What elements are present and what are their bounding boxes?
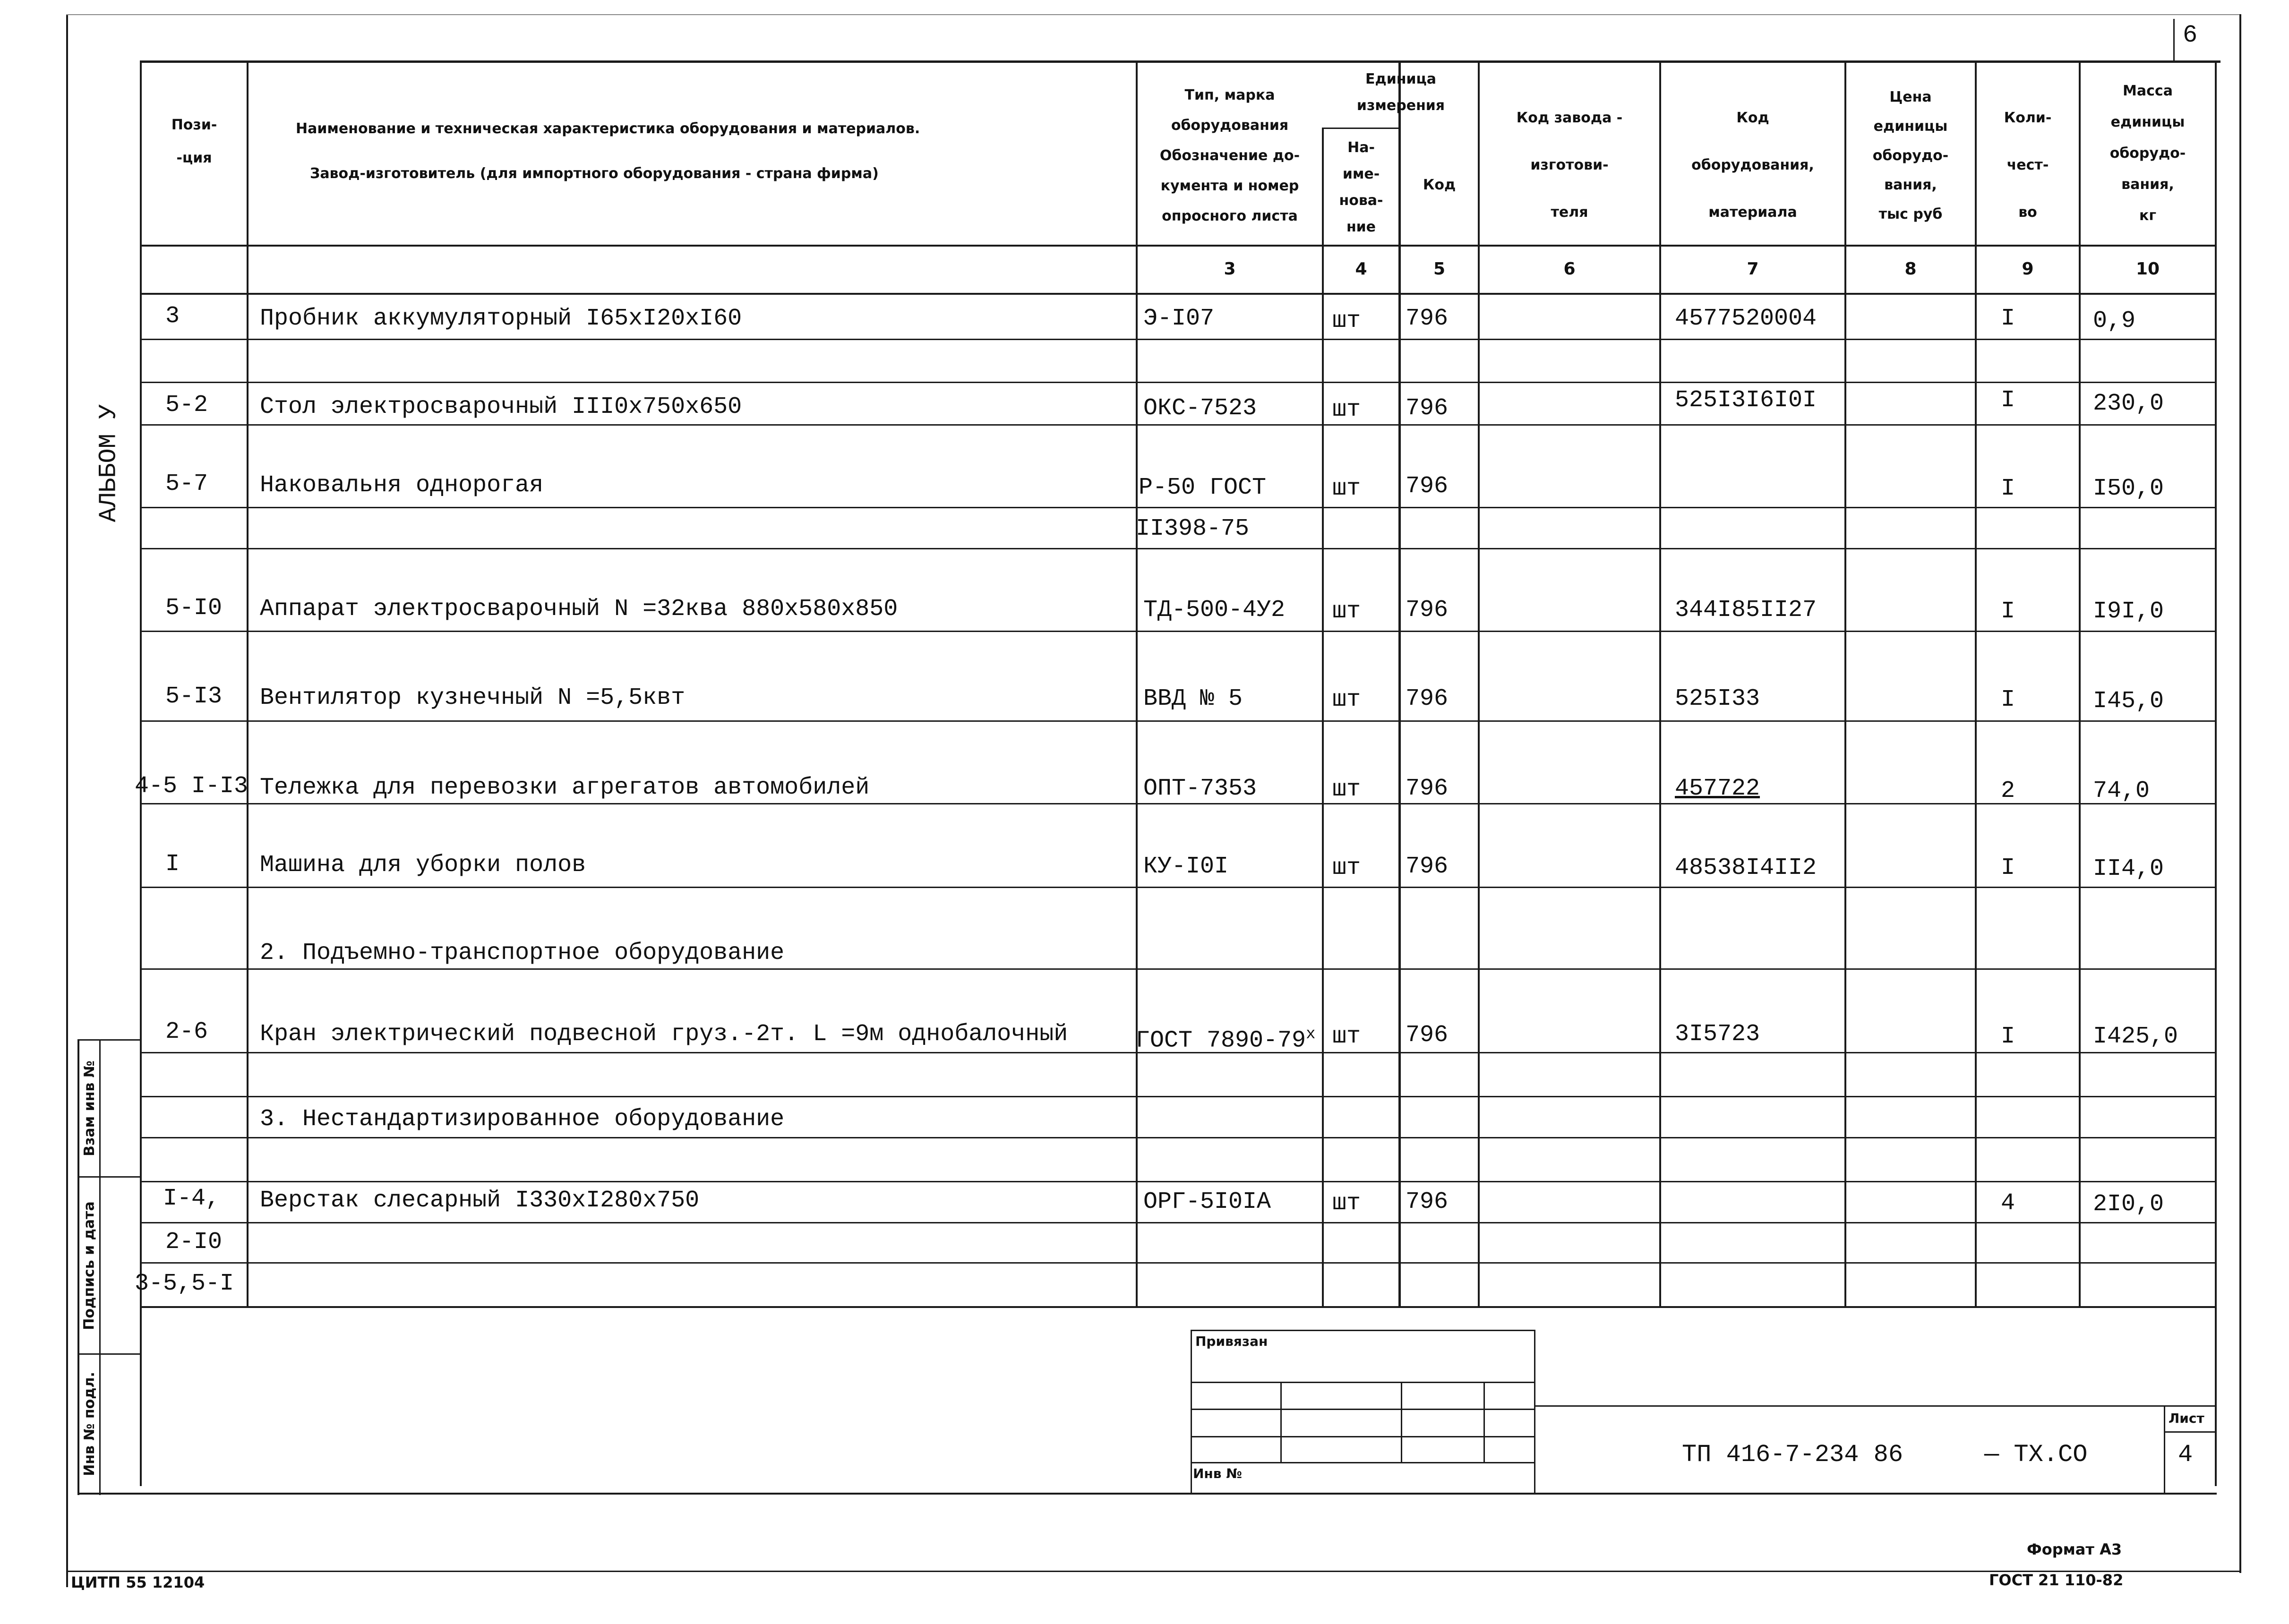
- table-right: [2215, 60, 2217, 1486]
- row-mass: II4,0: [2093, 855, 2164, 882]
- row-qty: I: [2001, 387, 2015, 414]
- unit-group-divider: [1322, 128, 1400, 129]
- colnum-bottom: [140, 293, 2217, 295]
- row-code: 796: [1406, 1022, 1449, 1049]
- row-unit: шт: [1332, 686, 1361, 713]
- row-mass: 230,0: [2093, 390, 2164, 417]
- header-col10: Масса единицы оборудо- вания, кг: [2109, 83, 2186, 224]
- col-line-1: [247, 60, 249, 1308]
- row-code: 796: [1406, 473, 1449, 500]
- row-mass: 74,0: [2093, 778, 2150, 804]
- row-line: [140, 1096, 2217, 1097]
- row-qty: 2: [2001, 778, 2015, 804]
- header-col4: На- име- нова- ние: [1339, 139, 1383, 235]
- row-type: ГОСТ 7890-79$^x$: [1136, 1026, 1316, 1054]
- header-bottom: [140, 245, 2217, 247]
- row-name: Вентилятор кузнечный N =5,5квт: [260, 684, 686, 711]
- row-unit: шт: [1332, 855, 1361, 881]
- header-col1: Пози- -ция: [171, 117, 217, 166]
- list-box-divider: [2164, 1431, 2217, 1433]
- row-code: 796: [1406, 395, 1449, 422]
- row-code: 796: [1406, 1188, 1449, 1215]
- stamp-inv-no: Инв №: [1193, 1466, 1242, 1481]
- row-type-2: II398-75: [1136, 515, 1250, 542]
- row-mat-code: 48538I4II2: [1675, 855, 1817, 881]
- row-mass: 2I0,0: [2093, 1191, 2164, 1218]
- row-code: 796: [1406, 305, 1449, 332]
- side-stamp-podpis: Подпись и дата: [81, 1201, 98, 1330]
- colnum-3: 3: [1224, 259, 1236, 279]
- row-name: Аппарат электросварочный N =32ква 880х580х850: [260, 596, 898, 623]
- list-value: 4: [2178, 1441, 2193, 1469]
- row-pos: I: [165, 851, 180, 878]
- row-pos: I-4,: [163, 1185, 220, 1212]
- row-unit: шт: [1332, 776, 1361, 803]
- row-mat-code: 457722: [1675, 775, 1760, 802]
- row-pos: 2-6: [165, 1018, 208, 1045]
- col-line-4: [1398, 60, 1401, 1308]
- row-unit: шт: [1332, 475, 1361, 502]
- section-heading: 2. Подъемно-транспортное оборудование: [260, 940, 785, 966]
- album-label: АЛЬБОМ У: [94, 404, 123, 522]
- row-line: [140, 339, 2217, 340]
- stamp-privyazan: Привязан: [1195, 1333, 1268, 1349]
- row-pos: 5-I3: [165, 683, 223, 710]
- row-qty: I: [2001, 686, 2015, 713]
- col-line-5: [1478, 60, 1480, 1308]
- row-unit: шт: [1332, 598, 1361, 625]
- row-type: ОКС-7523: [1143, 395, 1257, 422]
- colnum-10: 10: [2135, 259, 2160, 279]
- col-line-3: [1322, 128, 1324, 1308]
- row-code: 796: [1406, 597, 1449, 624]
- sheet-number: 6: [2183, 21, 2198, 49]
- row-pos: 3: [165, 303, 180, 330]
- frame-top-line: [66, 14, 2239, 15]
- row-line: [140, 631, 2217, 632]
- footer-format: Формат А3: [2027, 1540, 2122, 1558]
- row-pos: 4-5 I-I3: [135, 773, 249, 800]
- row-pos: 5-2: [165, 392, 208, 419]
- row-name: Стол электросварочный III0х750х650: [260, 393, 742, 420]
- stamp-grid-h: [1191, 1462, 1535, 1463]
- stamp-box-right: [1534, 1330, 1535, 1494]
- row-name: Кран электрический подвесной груз.-2т. L =9м однобалочный: [260, 1021, 1068, 1048]
- row-unit: шт: [1332, 1023, 1361, 1050]
- row-pos-2: 2-I0: [165, 1229, 223, 1256]
- row-pos-3: 3-5,5-I: [135, 1270, 234, 1297]
- col-line-7: [1844, 60, 1846, 1308]
- header-unit-group: Единица измерения: [1356, 71, 1445, 114]
- stamp-grid-v: [1401, 1382, 1402, 1462]
- header-col6: Код завода - изготови- теля: [1516, 110, 1623, 221]
- header-col5: Код: [1423, 177, 1456, 193]
- row-line: [140, 968, 2217, 970]
- frame-right-line: [2239, 14, 2241, 1573]
- row-unit: шт: [1332, 308, 1361, 334]
- footer-gost: ГОСТ 21 110-82: [1989, 1571, 2124, 1589]
- colnum-5: 5: [1433, 259, 1446, 279]
- row-pos: 5-I0: [165, 595, 223, 622]
- doc-code: ТП 416-7-234 86: [1682, 1441, 1903, 1469]
- row-type: Р-50 ГОСТ: [1139, 474, 1267, 501]
- header-col2: Наименование и техническая характеристика оборудования и материалов. Завод-изготовитель (для импортного оборудования - страна фирма): [296, 120, 920, 182]
- row-name: Верстак слесарный I330хI280х750: [260, 1187, 700, 1214]
- row-mat-code: 525I33: [1675, 685, 1760, 712]
- header-col8: Цена единицы оборудо- вания, тыс руб: [1872, 89, 1949, 222]
- row-line: [140, 424, 2217, 426]
- row-type: ТД-500-4У2: [1143, 597, 1286, 624]
- row-unit: шт: [1332, 396, 1361, 423]
- row-qty: I: [2001, 305, 2015, 332]
- row-line: [140, 720, 2217, 722]
- header-col3: Тип, марка оборудования Обозначение до- кумента и номер опросного листа: [1159, 87, 1300, 224]
- footer-ctp: ЦИТП 55 12104: [71, 1573, 205, 1591]
- side-stamp-bottom: [77, 1493, 2217, 1495]
- frame-bottom-line: [66, 1571, 2239, 1572]
- row-line: [140, 548, 2217, 549]
- colnum-6: 6: [1563, 259, 1576, 279]
- row-line: [140, 1262, 2217, 1264]
- section-heading: 3. Нестандартизированное оборудование: [260, 1106, 785, 1133]
- stamp-doc-top: [1535, 1405, 2217, 1407]
- row-code: 796: [1406, 685, 1449, 712]
- row-name: Тележка для перевозки агрегатов автомобилей: [260, 774, 870, 801]
- frame-left-line: [66, 14, 68, 1587]
- row-name: Пробник аккумуляторный I65хI20хI60: [260, 305, 742, 332]
- col-line-6: [1659, 60, 1661, 1308]
- list-label: Лист: [2169, 1410, 2204, 1426]
- list-box-left: [2164, 1405, 2165, 1494]
- row-line: [140, 1222, 2217, 1223]
- stamp-grid-v: [1280, 1382, 1282, 1462]
- row-qty: I: [2001, 475, 2015, 502]
- row-unit: шт: [1332, 1190, 1361, 1217]
- row-type: Э-I07: [1143, 305, 1215, 332]
- colnum-9: 9: [2022, 259, 2034, 279]
- row-line: [140, 1306, 2217, 1308]
- row-mass: I45,0: [2093, 688, 2164, 715]
- row-mat-code: 4577520004: [1675, 305, 1817, 332]
- row-line: [140, 382, 2217, 383]
- row-mass: I425,0: [2093, 1023, 2178, 1050]
- row-line: [140, 887, 2217, 888]
- header-col9: Коли- чест- во: [2004, 110, 2052, 221]
- row-mat-code: 344I85II27: [1675, 597, 1817, 624]
- row-pos: 5-7: [165, 470, 208, 497]
- row-mass: I9I,0: [2093, 598, 2164, 625]
- stamp-box-left: [1191, 1330, 1192, 1494]
- row-qty: I: [2001, 855, 2015, 881]
- row-line: [140, 1181, 2217, 1182]
- row-code: 796: [1406, 853, 1449, 880]
- col-line-8: [1975, 60, 1977, 1308]
- row-name: Машина для уборки полов: [260, 852, 586, 879]
- colnum-7: 7: [1747, 259, 1759, 279]
- row-mat-code: 3I5723: [1675, 1021, 1760, 1048]
- row-line: [140, 507, 2217, 508]
- row-mat-code: 525I3I6I0I: [1675, 387, 1817, 414]
- row-name: Наковальня однорогая: [260, 472, 544, 499]
- row-type: ОПТ-7353: [1143, 775, 1257, 802]
- stamp-grid-v: [1483, 1382, 1485, 1462]
- col-line-9: [2079, 60, 2081, 1308]
- side-stamp-inv: Инв № подл.: [81, 1371, 98, 1476]
- row-line: [140, 803, 2217, 804]
- row-qty: I: [2001, 598, 2015, 625]
- row-mass: I50,0: [2093, 475, 2164, 502]
- row-qty: I: [2001, 1023, 2015, 1050]
- colnum-8: 8: [1904, 259, 1917, 279]
- row-qty: 4: [2001, 1190, 2015, 1217]
- colnum-4: 4: [1355, 259, 1367, 279]
- row-type: ВВД № 5: [1143, 685, 1243, 712]
- row-mass: 0,9: [2093, 308, 2136, 334]
- header-col7: Код оборудования, материала: [1691, 110, 1814, 221]
- doc-suffix: — ТХ.СО: [1984, 1441, 2088, 1469]
- row-line: [140, 1137, 2217, 1138]
- sheet-box-left: [2173, 19, 2175, 61]
- row-type: ОРГ-5I0IА: [1143, 1188, 1271, 1215]
- row-code: 796: [1406, 775, 1449, 802]
- side-stamp-vzam: Взам инв №: [81, 1060, 98, 1156]
- row-type: КУ-I0I: [1143, 853, 1229, 880]
- col-line-2: [1136, 60, 1138, 1308]
- table-top: [140, 60, 2220, 63]
